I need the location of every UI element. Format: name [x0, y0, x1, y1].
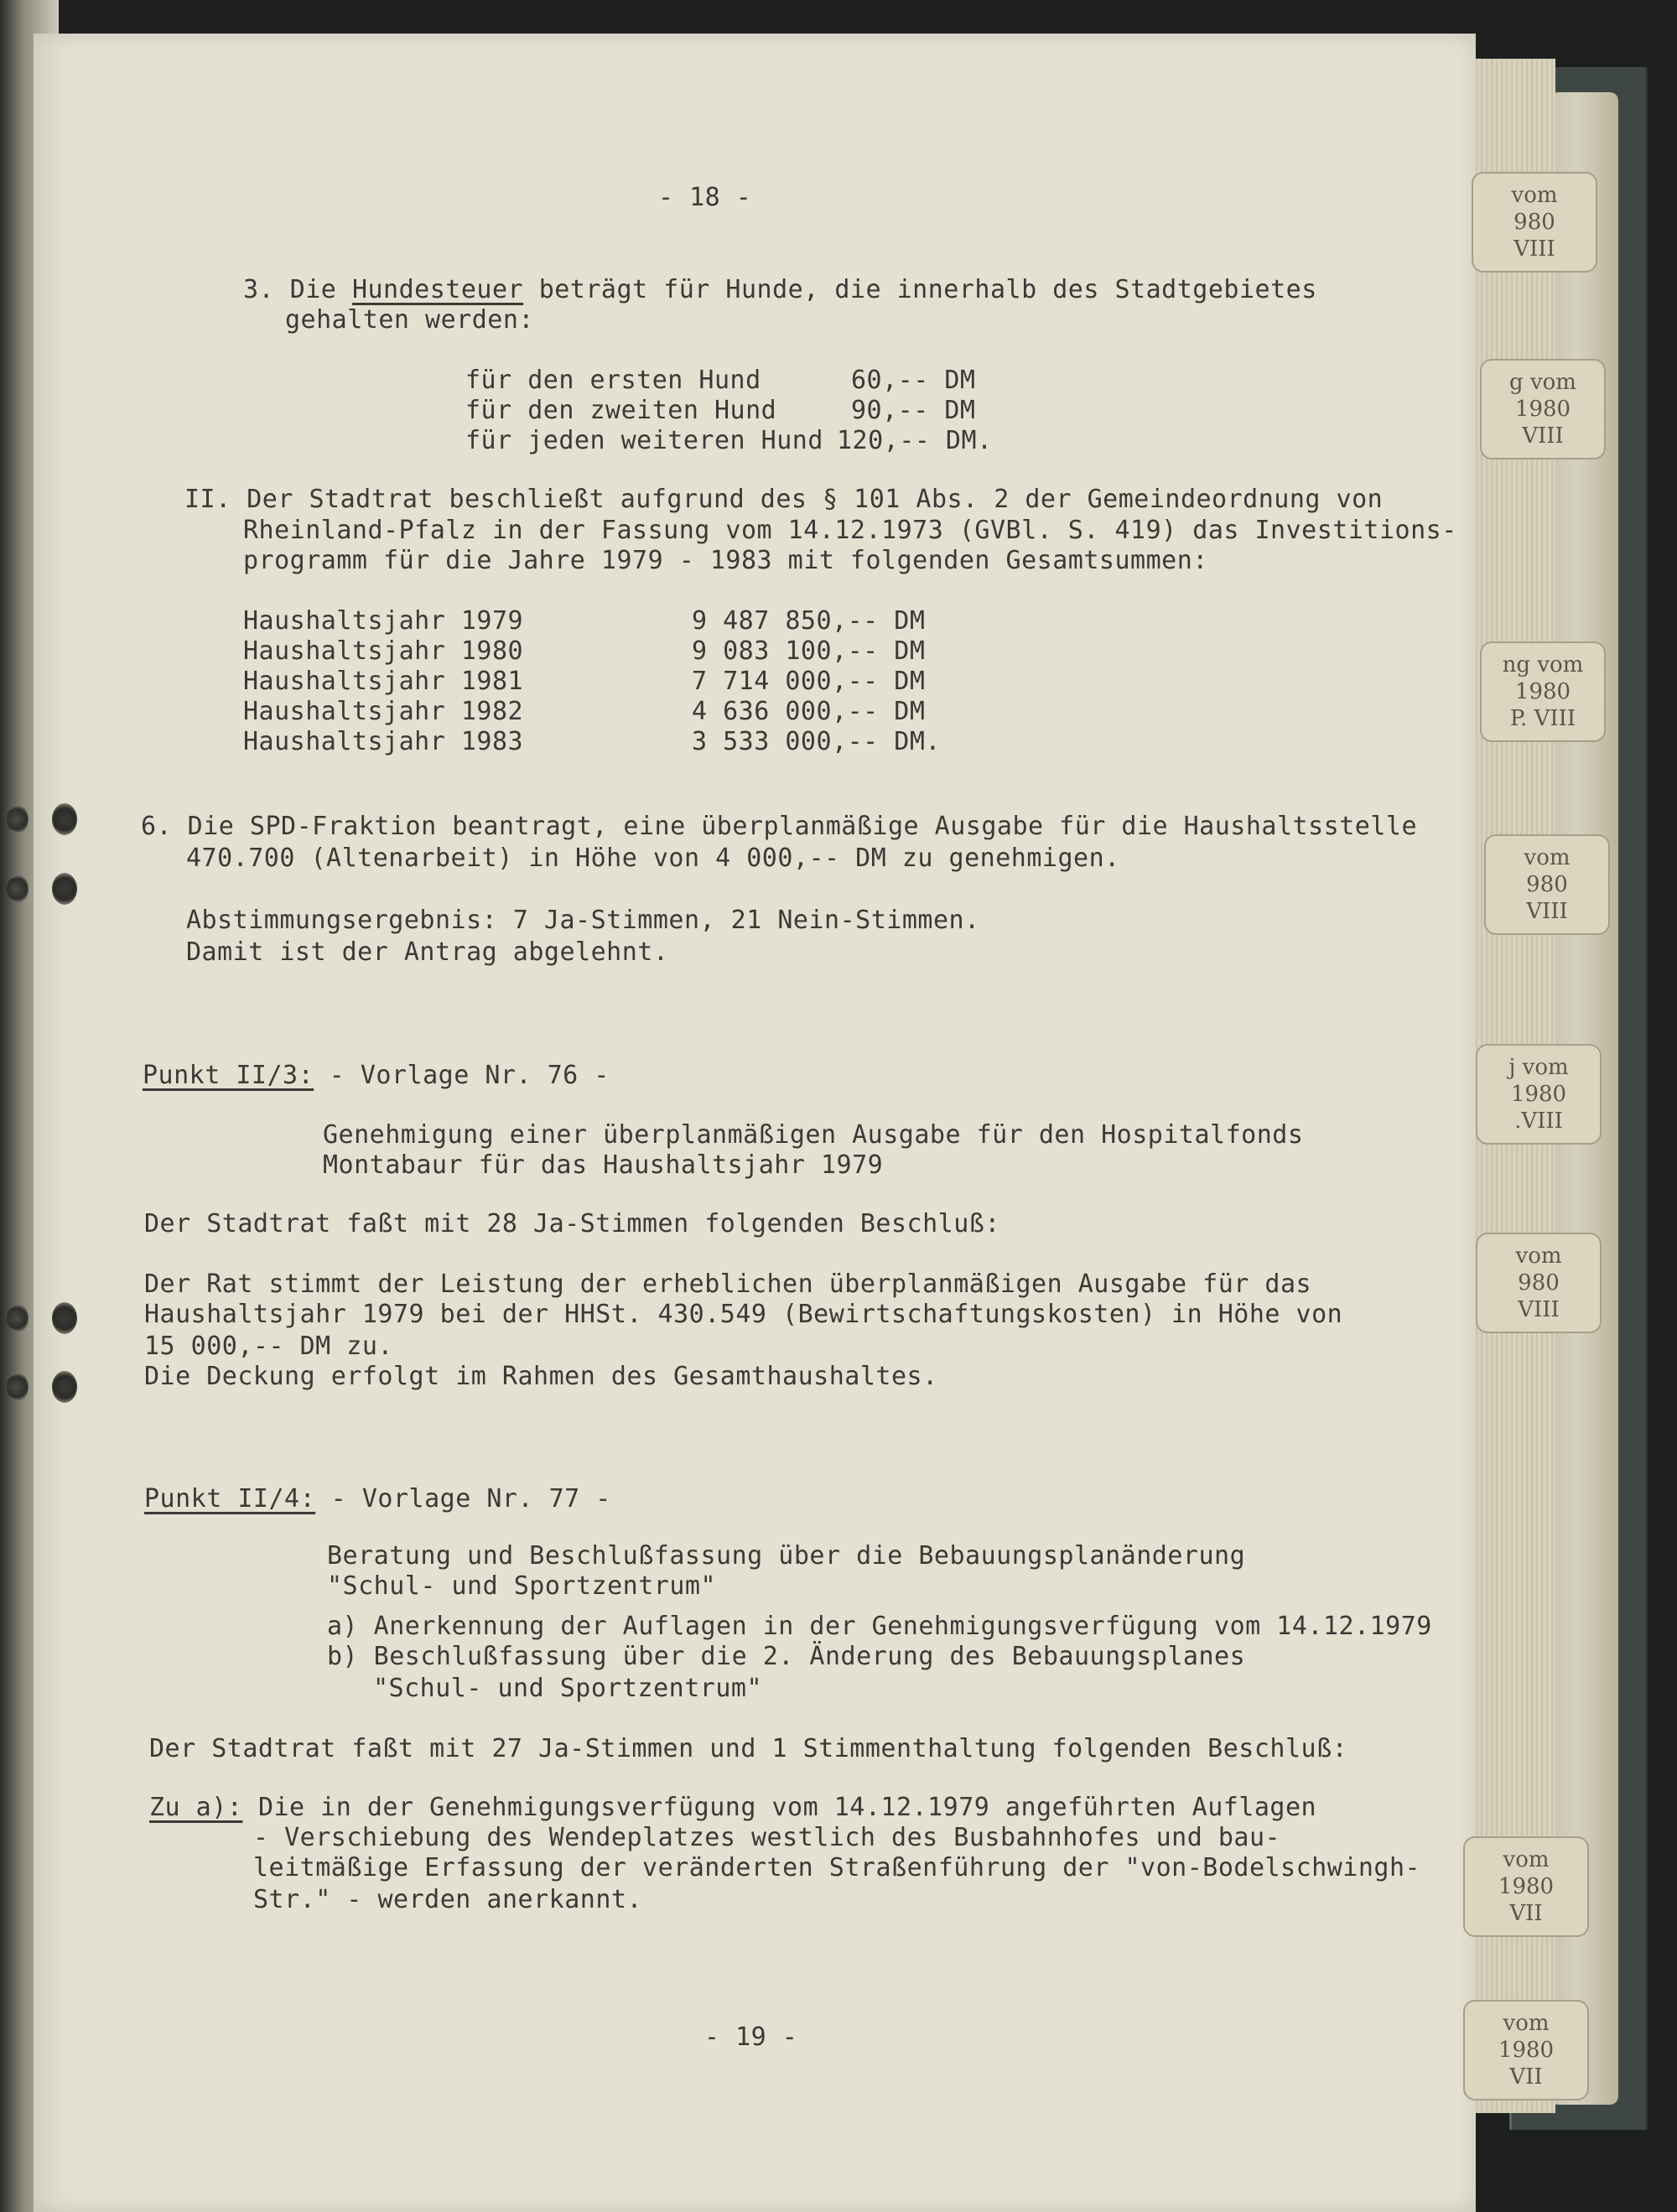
punkt-ii4-item-b2: "Schul- und Sportzentrum": [373, 1674, 763, 1703]
punkt-label: Punkt II/3:: [143, 1061, 314, 1090]
index-tab[interactable]: [1480, 359, 1606, 460]
tab-line: g vom: [1509, 370, 1576, 395]
index-tab[interactable]: [1476, 1044, 1602, 1145]
tab-line: VIII: [1513, 236, 1555, 262]
underlined-term: Hundesteuer: [351, 275, 524, 304]
item-text: beträgt für Hunde, die innerhalb des Stadtgebietes: [538, 275, 1317, 304]
punkt-ii4-decision: Der Stadtrat faßt mit 27 Ja-Stimmen und 1 Stimmenthaltung folgenden Beschluß:: [149, 1734, 1348, 1763]
index-tab[interactable]: [1463, 2000, 1589, 2100]
budget-amount: 9 083 100,-- DM: [692, 636, 926, 666]
tab-line: VIII: [1518, 1297, 1560, 1322]
fee-label: für jeden weiteren Hund: [465, 426, 823, 455]
punkt-ii3-heading: [143, 1061, 610, 1090]
punkt-ii3-body3: 15 000,-- DM zu.: [144, 1332, 393, 1361]
page-number-top: - 18 -: [658, 183, 752, 212]
tab-line: 1980: [1498, 2038, 1555, 2063]
zu-a-line3: leitmäßige Erfassung der veränderten Straßenführung der "von-Bodelschwingh-: [253, 1853, 1421, 1882]
fee-amount: 120,-- DM.: [837, 426, 993, 455]
punch-hole-icon: [7, 875, 29, 903]
tab-line: vom: [1515, 1244, 1562, 1269]
punch-hole-icon: [7, 1304, 29, 1332]
tab-line: VIII: [1522, 423, 1564, 449]
tab-line: 1980: [1510, 1082, 1567, 1107]
punkt-ii3-decision: Der Stadtrat faßt mit 28 Ja-Stimmen folgenden Beschluß:: [144, 1209, 1000, 1238]
item3-line2: gehalten werden:: [285, 305, 534, 335]
punkt-ii3-title1: Genehmigung einer überplanmäßigen Ausgabe für den Hospitalfonds: [323, 1120, 1304, 1150]
index-tab[interactable]: [1484, 834, 1610, 935]
section-ii-line3: programm für die Jahre 1979 - 1983 mit folgenden Gesamtsummen:: [243, 546, 1208, 575]
budget-amount: 7 714 000,-- DM: [692, 667, 926, 696]
index-tab[interactable]: [1463, 1836, 1589, 1937]
item6-line2: 470.700 (Altenarbeit) in Höhe von 4 000,-- DM zu genehmigen.: [186, 844, 1120, 873]
punch-hole-icon: [7, 1373, 29, 1401]
zu-a-line1: [149, 1793, 1316, 1822]
fee-amount: 90,-- DM: [851, 396, 976, 425]
fee-amount: 60,-- DM: [851, 366, 976, 395]
tab-line: 1980: [1498, 1874, 1555, 1899]
section-ii-line1: II. Der Stadtrat beschließt aufgrund des § 101 Abs. 2 der Gemeindeordnung von: [184, 485, 1384, 514]
index-tab[interactable]: [1472, 172, 1597, 273]
budget-label: Haushaltsjahr 1979: [243, 606, 524, 636]
punch-hole-icon: [52, 803, 77, 835]
punkt-ii4-item-a: a) Anerkennung der Auflagen in der Genehmigungsverfügung vom 14.12.1979: [327, 1612, 1432, 1641]
budget-label: Haushaltsjahr 1980: [243, 636, 524, 666]
punkt-ii3-body2: Haushaltsjahr 1979 bei der HHSt. 430.549 (Bewirtschaftungskosten) in Höhe von: [144, 1300, 1343, 1329]
budget-label: Haushaltsjahr 1981: [243, 667, 524, 696]
item3-line1: [243, 275, 1317, 304]
punch-hole-icon: [52, 1371, 77, 1403]
tab-line: ng vom: [1502, 652, 1584, 678]
vote-outcome: Damit ist der Antrag abgelehnt.: [186, 937, 669, 967]
item6-line1: 6. Die SPD-Fraktion beantragt, eine überplanmäßige Ausgabe für die Haushaltsstelle: [141, 812, 1418, 841]
tab-line: VIII: [1526, 899, 1568, 924]
tab-line: VII: [1509, 1901, 1543, 1926]
punkt-vorlage: - Vorlage Nr. 77 -: [330, 1484, 611, 1514]
tab-line: .VIII: [1514, 1109, 1563, 1134]
punch-hole-icon: [52, 1302, 77, 1334]
item-number: 3.: [243, 275, 275, 304]
punkt-ii4-title1: Beratung und Beschlußfassung über die Bebauungsplanänderung: [327, 1541, 1246, 1571]
punkt-ii4-heading: [144, 1484, 611, 1514]
tab-line: 1980: [1514, 397, 1571, 422]
punkt-label: Punkt II/4:: [144, 1484, 316, 1514]
zu-a-line4: Str." - werden anerkannt.: [253, 1885, 643, 1914]
tab-line: vom: [1524, 845, 1571, 870]
budget-amount: 4 636 000,-- DM: [692, 697, 926, 726]
budget-amount: 9 487 850,-- DM: [692, 606, 926, 636]
tab-line: P. VIII: [1509, 706, 1576, 731]
item-text: Die: [289, 275, 337, 304]
budget-label: Haushaltsjahr 1983: [243, 727, 524, 756]
index-tab[interactable]: [1480, 641, 1606, 742]
zu-a-label: Zu a):: [149, 1793, 243, 1822]
tab-line: j vom: [1508, 1055, 1569, 1080]
zu-a-line2: - Verschiebung des Wendeplatzes westlich des Busbahnhofes und bau-: [253, 1823, 1281, 1852]
fee-label: für den zweiten Hund: [465, 396, 777, 425]
tab-line: 980: [1526, 872, 1568, 897]
punkt-ii3-body1: Der Rat stimmt der Leistung der erheblichen überplanmäßigen Ausgabe für das: [144, 1270, 1312, 1299]
tab-line: 980: [1518, 1270, 1560, 1296]
punkt-ii4-title2: "Schul- und Sportzentrum": [327, 1571, 717, 1601]
tab-line: VII: [1509, 2064, 1543, 2090]
tab-line: vom: [1503, 2011, 1550, 2036]
budget-label: Haushaltsjahr 1982: [243, 697, 524, 726]
index-tab[interactable]: [1476, 1233, 1602, 1333]
zu-a-text: Die in der Genehmigungsverfügung vom 14.12.1979 angeführten Auflagen: [257, 1793, 1317, 1822]
tab-line: vom: [1511, 183, 1558, 208]
punkt-vorlage: - Vorlage Nr. 76 -: [329, 1061, 610, 1090]
tab-line: vom: [1503, 1847, 1550, 1872]
punkt-ii4-item-b1: b) Beschlußfassung über die 2. Änderung des Bebauungsplanes: [327, 1642, 1246, 1671]
fee-label: für den ersten Hund: [465, 366, 761, 395]
punch-hole-icon: [7, 805, 29, 833]
punkt-ii3-title2: Montabaur für das Haushaltsjahr 1979: [323, 1150, 884, 1180]
section-ii-line2: Rheinland-Pfalz in der Fassung vom 14.12.1973 (GVBl. S. 419) das Investitions-: [243, 516, 1457, 545]
tab-line: 980: [1513, 210, 1555, 235]
punkt-ii3-body4: Die Deckung erfolgt im Rahmen des Gesamthaushaltes.: [144, 1362, 938, 1391]
punch-hole-icon: [52, 873, 77, 905]
vote-result: Abstimmungsergebnis: 7 Ja-Stimmen, 21 Nein-Stimmen.: [186, 906, 980, 935]
tab-line: 1980: [1514, 679, 1571, 704]
budget-amount: 3 533 000,-- DM.: [692, 727, 941, 756]
page-number-bottom: - 19 -: [704, 2022, 798, 2052]
